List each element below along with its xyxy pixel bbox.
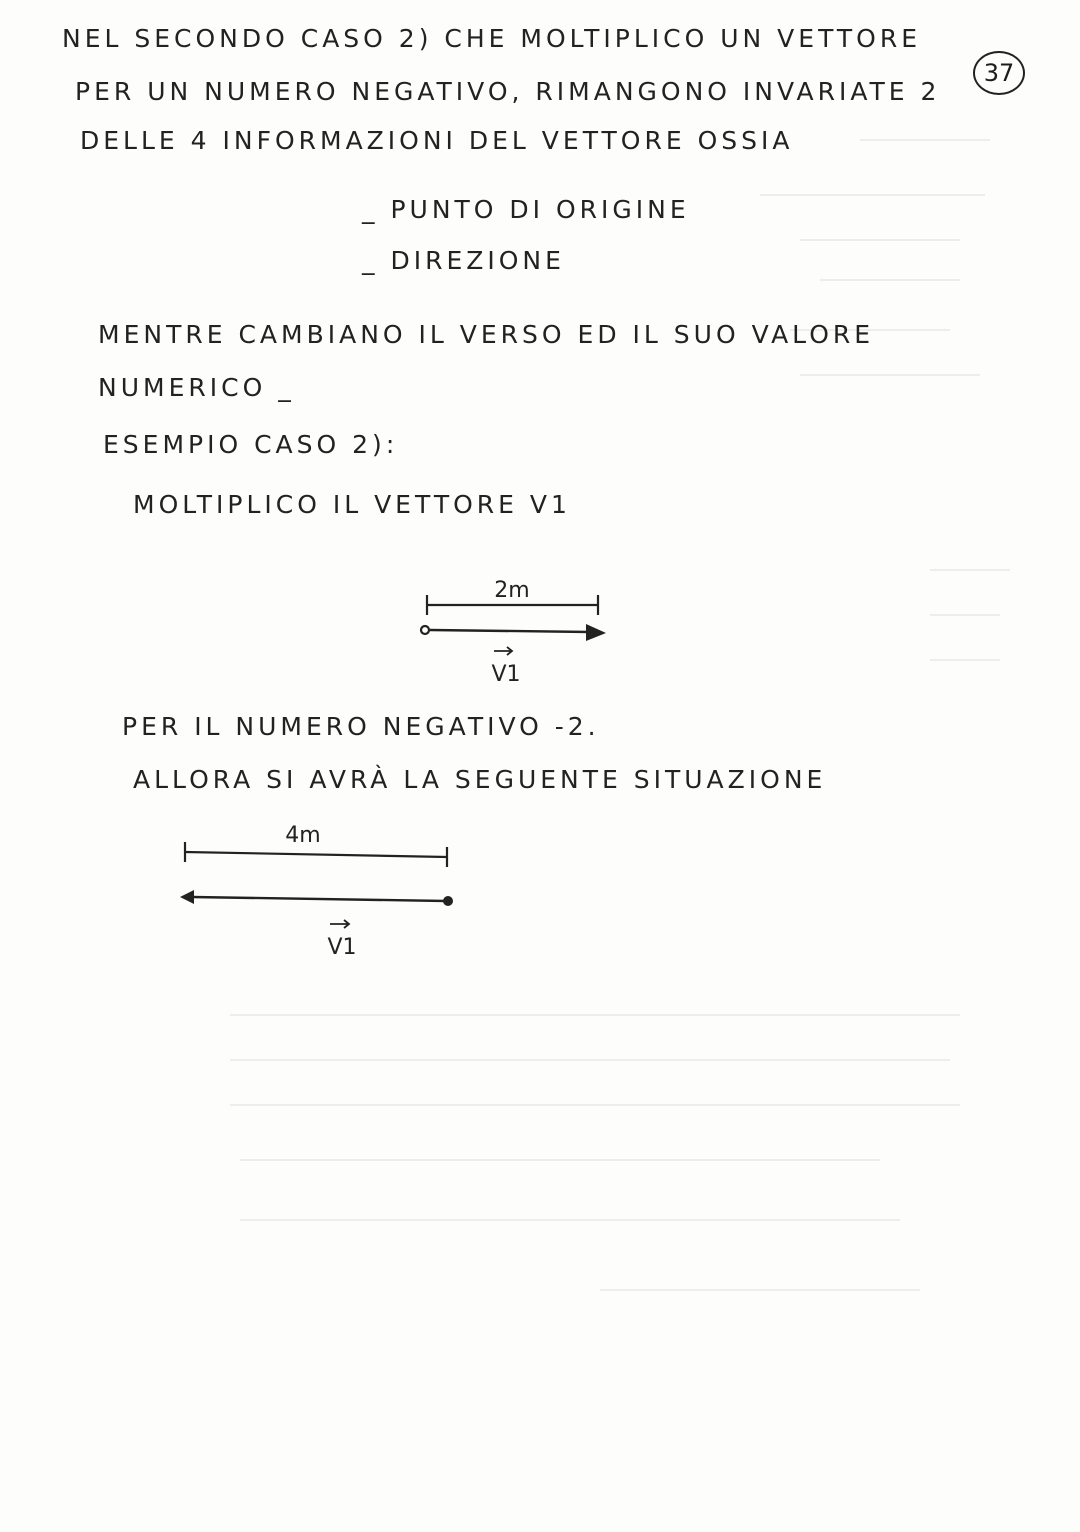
vector-label-v1: V1 <box>491 662 521 687</box>
vector-label-v1-result: V1 <box>327 935 357 960</box>
invariant-item-origin: _ PUNTO DI ORIGINE <box>362 195 690 224</box>
vector-arrow-symbol <box>494 647 512 655</box>
vector-result-arrow <box>180 890 453 906</box>
vector-result-figure <box>160 812 480 972</box>
changes-line-1: MENTRE CAMBIANO IL VERSO ED IL SUO VALORE <box>98 320 875 349</box>
changes-line-2: NUMERICO _ <box>98 373 295 402</box>
length-label-4m: 4m <box>285 823 321 848</box>
vector-arrow-symbol-2 <box>330 920 349 928</box>
multiply-negative-statement: PER IL NUMERO NEGATIVO -2. <box>122 712 600 741</box>
invariant-item-direction: _ DIREZIONE <box>362 246 565 275</box>
length-label-2m: 2m <box>494 578 530 603</box>
example-multiply-line: MOLTIPLICO IL VETTORE V1 <box>133 490 571 519</box>
intro-line-2: PER UN NUMERO NEGATIVO, RIMANGONO INVARIATE 2 <box>75 77 941 106</box>
intro-line-3: DELLE 4 INFORMAZIONI DEL VETTORE OSSIA <box>80 126 794 155</box>
vector-v1-arrow <box>421 624 606 641</box>
result-statement: ALLORA SI AVRÀ LA SEGUENTE SITUAZIONE <box>133 765 827 794</box>
page-number-badge: 37 <box>973 51 1025 95</box>
example-heading: ESEMPIO CASO 2): <box>103 430 399 459</box>
intro-line-1: NEL SECONDO CASO 2) CHE MOLTIPLICO UN VETTORE <box>62 24 922 53</box>
vector-v1-figure <box>400 565 640 695</box>
